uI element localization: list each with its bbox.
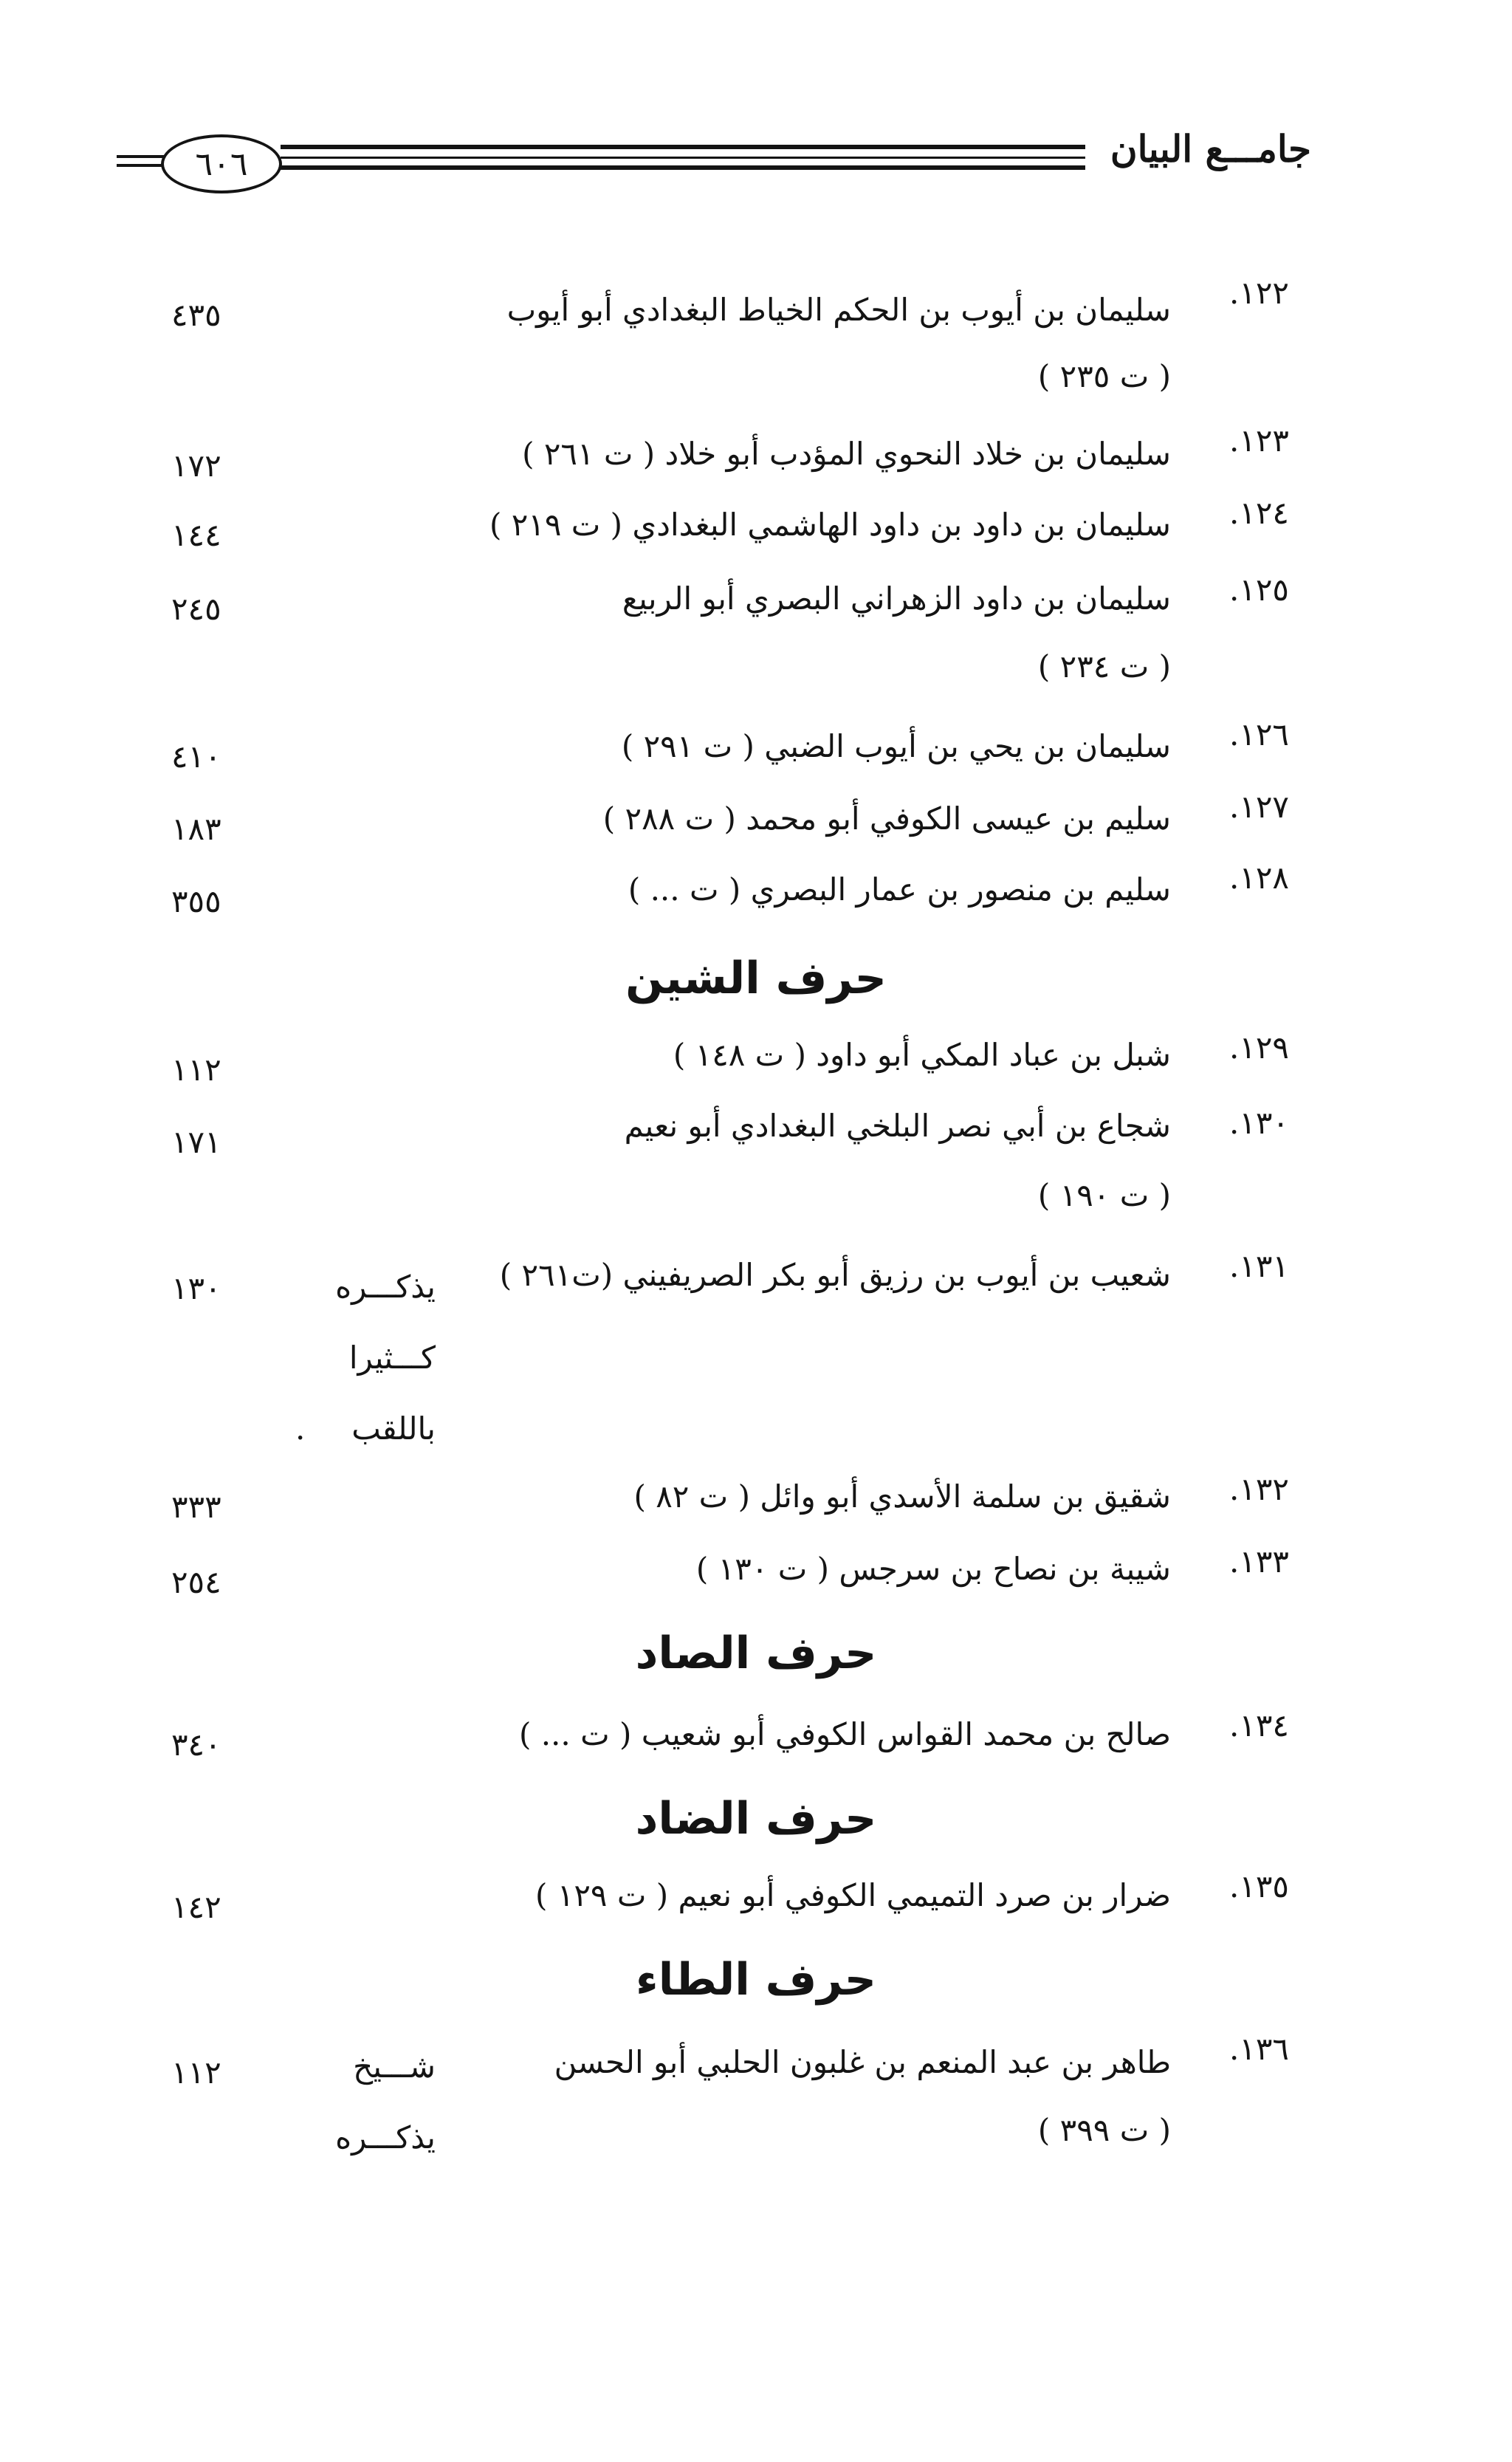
running-header-title: جامـــع البيان	[1110, 127, 1311, 171]
entry-name: سليم بن عيسى الكوفي أبو محمد ( ت ٢٨٨ )	[602, 800, 1171, 837]
entry-page-ref: ١٤٤	[171, 517, 221, 553]
entry-number: ١٣٤.	[1228, 1707, 1289, 1743]
entry-page-ref: ١٧٢	[171, 448, 221, 484]
entry-page-ref: ٤٣٥	[171, 297, 221, 333]
section-heading-sad: حرف الصاد	[635, 1628, 877, 1679]
entry-name: شجاع بن أبي نصر البلخي البغدادي أبو نعيم	[624, 1108, 1171, 1144]
header-rule-stub	[117, 164, 164, 167]
entry-name: ضرار بن صرد التميمي الكوفي أبو نعيم ( ت ١٢٩ )	[535, 1877, 1171, 1913]
entry-name: طاهر بن عبد المنعم بن غلبون الحلبي أبو الحسن	[554, 2044, 1171, 2080]
entry-name: سليم بن منصور بن عمار البصري ( ت ... )	[628, 871, 1171, 908]
entry-number: ١٣٠.	[1228, 1105, 1289, 1141]
entry-death-year: ( ت ١٩٠ )	[1037, 1177, 1171, 1213]
entry-death-year: ( ت ٢٣٤ )	[1037, 648, 1171, 685]
entry-name: شيبة بن نصاح بن سرجس ( ت ١٣٠ )	[695, 1551, 1171, 1587]
header-rule-stub	[117, 155, 164, 158]
entry-name: سليمان بن داود بن داود الهاشمي البغدادي ( ت ٢١٩ )	[489, 507, 1171, 543]
entry-number: ١٣١.	[1228, 1248, 1289, 1284]
header-rule	[281, 145, 1085, 149]
entry-number: ١٢٣.	[1228, 422, 1289, 459]
entry-name: شعيب بن أيوب بن رزيق أبو بكر الصريفيني (ت٢٦١ )	[499, 1257, 1171, 1293]
entry-number: ١٢٤.	[1228, 495, 1289, 531]
entry-note: باللقب .	[295, 1410, 436, 1447]
entry-name: صالح بن محمد القواس الكوفي أبو شعيب ( ت ... )	[518, 1716, 1171, 1752]
entry-death-year: ( ت ٣٩٩ )	[1037, 2112, 1171, 2148]
entry-name: سليمان بن يحي بن أيوب الضبي ( ت ٢٩١ )	[621, 728, 1171, 764]
section-heading-shin: حرف الشين	[625, 953, 887, 1004]
entry-page-ref: ٣٣٣	[171, 1489, 221, 1525]
entry-name: سليمان بن أيوب بن الحكم الخياط البغدادي أبو أيوب	[506, 292, 1171, 328]
entry-page-ref: ٢٥٤	[171, 1564, 221, 1600]
entry-number: ١٢٨.	[1228, 860, 1289, 896]
entry-number: ١٣٢.	[1228, 1471, 1289, 1507]
entry-note: شـــيخ	[353, 2048, 436, 2085]
header-rule	[281, 165, 1085, 170]
entry-page-ref: ١١٢	[171, 2054, 221, 2091]
entry-page-ref: ٣٤٠	[171, 1727, 221, 1763]
section-heading-dad: حرف الضاد	[635, 1793, 877, 1845]
entry-number: ١٢٦.	[1228, 716, 1289, 752]
entry-number: ١٣٣.	[1228, 1543, 1289, 1580]
entry-number: ١٢٧.	[1228, 789, 1289, 825]
page-number: ٦٠٦	[195, 145, 248, 183]
entry-number: ١٢٩.	[1228, 1029, 1289, 1066]
entry-name: سليمان بن خلاد النحوي المؤدب أبو خلاد ( ت ٢٦١ )	[522, 436, 1171, 472]
entry-page-ref: ١٣٠	[171, 1270, 221, 1306]
entry-name: سليمان بن داود الزهراني البصري أبو الربيع	[622, 580, 1171, 617]
entry-name: شقيق بن سلمة الأسدي أبو وائل ( ت ٨٢ )	[633, 1478, 1171, 1515]
entry-note: يذكـــره	[335, 2119, 436, 2156]
entry-page-ref: ١١٢	[171, 1052, 221, 1088]
entry-number: ١٢٢.	[1228, 275, 1289, 311]
entry-number: ١٣٦.	[1228, 2031, 1289, 2067]
entry-note: يذكـــره	[335, 1269, 436, 1305]
entry-page-ref: ٢٤٥	[171, 591, 221, 627]
entry-death-year: ( ت ٢٣٥ )	[1037, 358, 1171, 394]
section-heading-ta: حرف الطاء	[636, 1954, 876, 2006]
entry-note: كـــثيرا	[348, 1340, 436, 1376]
entry-number: ١٣٥.	[1228, 1868, 1289, 1904]
entry-number: ١٢٥.	[1228, 572, 1289, 608]
header-rule	[281, 157, 1085, 159]
entry-page-ref: ١٧١	[171, 1124, 221, 1160]
entry-page-ref: ١٨٣	[171, 811, 221, 847]
entry-page-ref: ١٤٢	[171, 1889, 221, 1925]
entry-name: شبل بن عباد المكي أبو داود ( ت ١٤٨ )	[673, 1037, 1171, 1073]
page-number-oval	[161, 134, 282, 193]
entry-page-ref: ٤١٠	[171, 738, 221, 775]
entry-page-ref: ٣٥٥	[171, 883, 221, 919]
